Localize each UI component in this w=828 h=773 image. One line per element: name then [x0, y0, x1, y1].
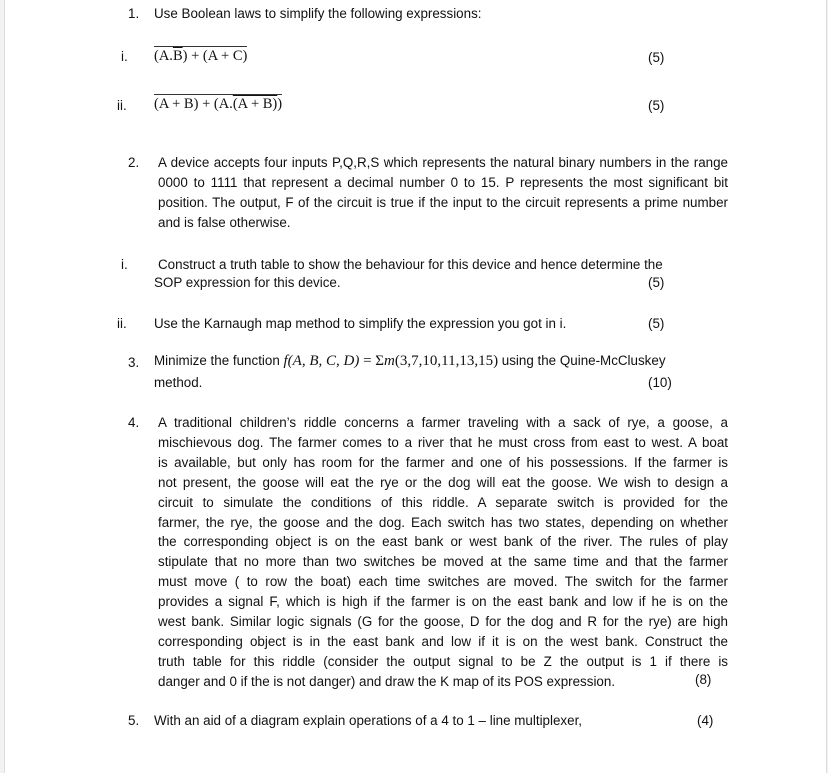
- q3-mark: (10): [648, 375, 672, 390]
- q4-number: 4.: [128, 415, 140, 430]
- q4-line: not present, the goose will eat the rye or the dog will eat the goose. We wish to design a: [158, 474, 728, 490]
- q3-number: 3.: [128, 355, 140, 370]
- q2-part-ii-label: ii.: [117, 316, 127, 331]
- q1-expression-ii: [154, 96, 282, 113]
- q2-part-ii-text: Use the Karnaugh map method to simplify the expression you got in i.: [154, 316, 567, 331]
- q4-line: stipulate that no more than two switches be moved at the same time and that the farmer: [158, 554, 728, 570]
- q5-text: With an aid of a diagram explain operations of a 4 to 1 – line multiplexer,: [154, 713, 583, 728]
- q2-part-i-line2: SOP expression for this device.: [154, 275, 341, 290]
- q1-part-ii-mark: (5): [648, 98, 665, 113]
- q4-mark: (8): [695, 672, 712, 687]
- q4-line: corresponding object is in the east bank and low if it is on the west bank. Construct the: [158, 633, 728, 649]
- q4-line: the corresponding object is on the east bank or west bank of the river. The rules of play: [158, 534, 728, 550]
- q4-line: must move ( to row the boat) each time switches are moved. The switch for the farmer: [158, 574, 728, 590]
- exam-page: [4, 0, 827, 773]
- q2-part-i-line1: Construct a truth table to show the behaviour for this device and hence determine the: [158, 257, 663, 272]
- q4-text: [158, 413, 728, 692]
- q2-part-i-mark: (5): [648, 275, 665, 290]
- q1-part-ii-label: ii.: [117, 98, 127, 113]
- q1-part-i-mark: (5): [648, 50, 665, 65]
- q2-number: 2.: [128, 155, 140, 170]
- q4-line: provides a signal F, which is high if the farmer is on the east bank and low if he is on the: [158, 594, 728, 610]
- q1-part-i-label: i.: [121, 49, 128, 64]
- q1-text: Use Boolean laws to simplify the following expressions:: [154, 6, 482, 21]
- q3-minterms: (3,7,10,11,13,15): [394, 353, 499, 369]
- q1-number: 1.: [128, 6, 140, 21]
- q4-line: danger and 0 if the is not danger) and draw the K map of its POS expression.: [158, 673, 616, 689]
- q5-number: 5.: [128, 713, 140, 728]
- q4-line: farmer, the rye, the goose and the dog. Each switch has two states, depending on whether: [158, 514, 728, 530]
- q2-part-ii-mark: (5): [648, 316, 665, 331]
- q4-line: mischievous dog. The farmer comes to a river that he must cross from east to west. A boat: [158, 434, 728, 450]
- q1-expression-i: [154, 48, 247, 65]
- q4-line: truth table for this riddle (consider the output signal to be Z the output is 1 if there is: [158, 653, 728, 669]
- q3-function: f(A, B, C, D): [283, 353, 360, 369]
- q4-line: circuit to simulate the conditions of this riddle. A separate switch is provided for the: [158, 494, 728, 510]
- q3-line1: Minimize the function f(A, B, C, D) = Σm(3,7,10,11,13,15) using the Quine-McCluskey: [154, 353, 666, 369]
- expr-ii-overbar-group: (A + B) + (A.(A + B)): [154, 96, 283, 112]
- expr-i-overbar-group: $(A.\overline{B}) + (A + C)$: [154, 48, 248, 64]
- q5-mark: (4): [697, 713, 714, 728]
- q4-line: is available, but only has room for the farmer and one of his possessions. If the farmer is: [158, 454, 728, 470]
- q4-line: west bank. Similar logic signals (G for the goose, D for the dog and R for the rye) are high: [158, 614, 728, 630]
- q3-line2: method.: [154, 375, 203, 390]
- q2-text: A device accepts four inputs P,Q,R,S which represents the natural binary numbers in the range 0000 to 1111 that represent a decimal number 0 to 15. P represents the most significant bit position. The output, F of the circuit is true if the input to the circuit represents a prime number and is false otherwise.: [158, 155, 728, 230]
- q2-part-i-label: i.: [121, 257, 128, 272]
- q4-line: A traditional children’s riddle concerns a farmer traveling with a sack of rye, a goose, a: [158, 415, 728, 430]
